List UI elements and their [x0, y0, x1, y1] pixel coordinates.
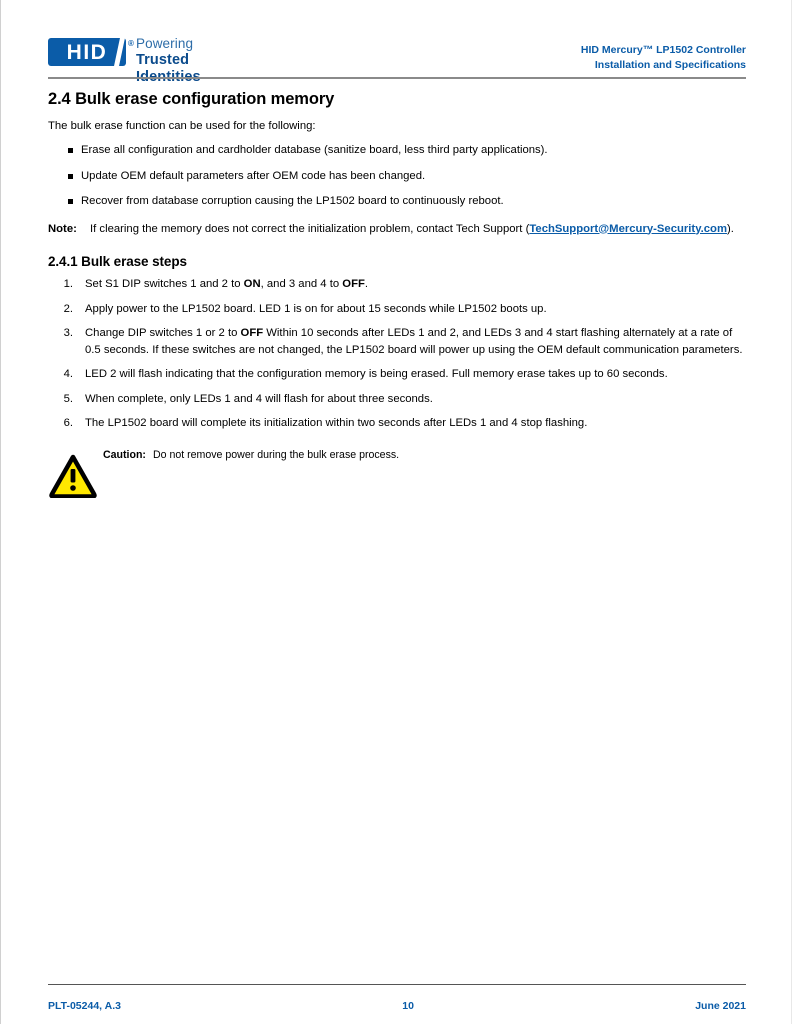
page-footer	[48, 1000, 746, 1012]
step-text: The LP1502 board will complete its initialization within two seconds after LEDs 1 and 4 stop flashing.	[85, 417, 588, 430]
step-item	[48, 366, 748, 382]
note-block	[48, 221, 748, 238]
header-title-line-2: Installation and Specifications	[594, 59, 746, 72]
intro-paragraph: The bulk erase function can be used for the following:	[48, 120, 316, 132]
tagline-line-1: Powering	[136, 36, 194, 51]
warning-triangle-icon	[49, 454, 97, 498]
page-content	[48, 90, 748, 496]
list-item: Erase all configuration and cardholder database (sanitize board, less third party applications).	[48, 142, 748, 158]
footer-document-id: PLT-05244, A.3	[48, 1000, 121, 1012]
list-item: Recover from database corruption causing the LP1502 board to continuously reboot.	[48, 193, 748, 209]
hid-logo	[48, 36, 201, 86]
caution-label: Caution:	[103, 448, 146, 461]
step-text: Change DIP switches 1 or 2 to	[85, 327, 241, 340]
hid-logo-slash	[114, 38, 125, 66]
step-text: Within 10 seconds after LEDs 1 and 2, and LEDs 3 and 4 start flashing alternately at a rate of 0.5 seconds. If these switches are not changed, the LP1502 board will power up using the OEM default communication parameters.	[85, 327, 743, 356]
step-emphasis: OFF	[342, 278, 365, 291]
step-text: .	[364, 278, 369, 291]
steps-list	[48, 276, 748, 431]
header-divider	[48, 77, 746, 79]
footer-page-number: 10	[402, 1000, 414, 1012]
step-text: LED 2 will flash indicating that the configuration memory is being erased. Full memory erase takes up to 60 seconds.	[85, 368, 668, 381]
hid-logo-mark	[48, 38, 126, 66]
step-text: When complete, only LEDs 1 and 4 will flash for about three seconds.	[85, 392, 433, 405]
step-item	[48, 301, 748, 317]
subsection-heading: 2.4.1 Bulk erase steps	[48, 254, 187, 270]
step-text: , and 3 and 4 to	[260, 278, 343, 291]
tagline-line-2: Trusted Identities	[136, 51, 201, 86]
hid-logo-text: HID	[66, 40, 108, 64]
step-emphasis: ON	[243, 278, 261, 291]
step-item	[48, 325, 748, 358]
caution-block	[48, 446, 748, 496]
step-text: Set S1 DIP switches 1 and 2 to	[85, 278, 244, 291]
step-emphasis: OFF	[240, 327, 264, 340]
bullet-list	[48, 142, 748, 209]
page-header	[48, 36, 746, 86]
header-title-line-1: HID Mercury™ LP1502 Controller	[580, 44, 746, 56]
header-document-title	[581, 43, 746, 73]
tech-support-email-link[interactable]: TechSupport@Mercury-Security.com	[529, 222, 728, 235]
list-item: Update OEM default parameters after OEM code has been changed.	[48, 168, 748, 184]
caution-text	[103, 446, 748, 463]
caution-message: Do not remove power during the bulk erase process.	[152, 448, 400, 461]
footer-divider	[48, 984, 746, 985]
note-label: Note:	[48, 222, 77, 235]
registered-trademark-icon: ®	[128, 39, 134, 48]
footer-date: June 2021	[695, 1000, 746, 1012]
note-text-before: If clearing the memory does not correct the initialization problem, contact Tech Support (	[90, 222, 530, 235]
step-text: Apply power to the LP1502 board. LED 1 is on for about 15 seconds while LP1502 boots up.	[85, 302, 547, 315]
note-text-after: ).	[727, 222, 734, 235]
step-item	[48, 391, 748, 407]
step-item	[48, 276, 748, 292]
section-heading: 2.4 Bulk erase configuration memory	[48, 90, 335, 108]
step-item	[48, 415, 748, 431]
